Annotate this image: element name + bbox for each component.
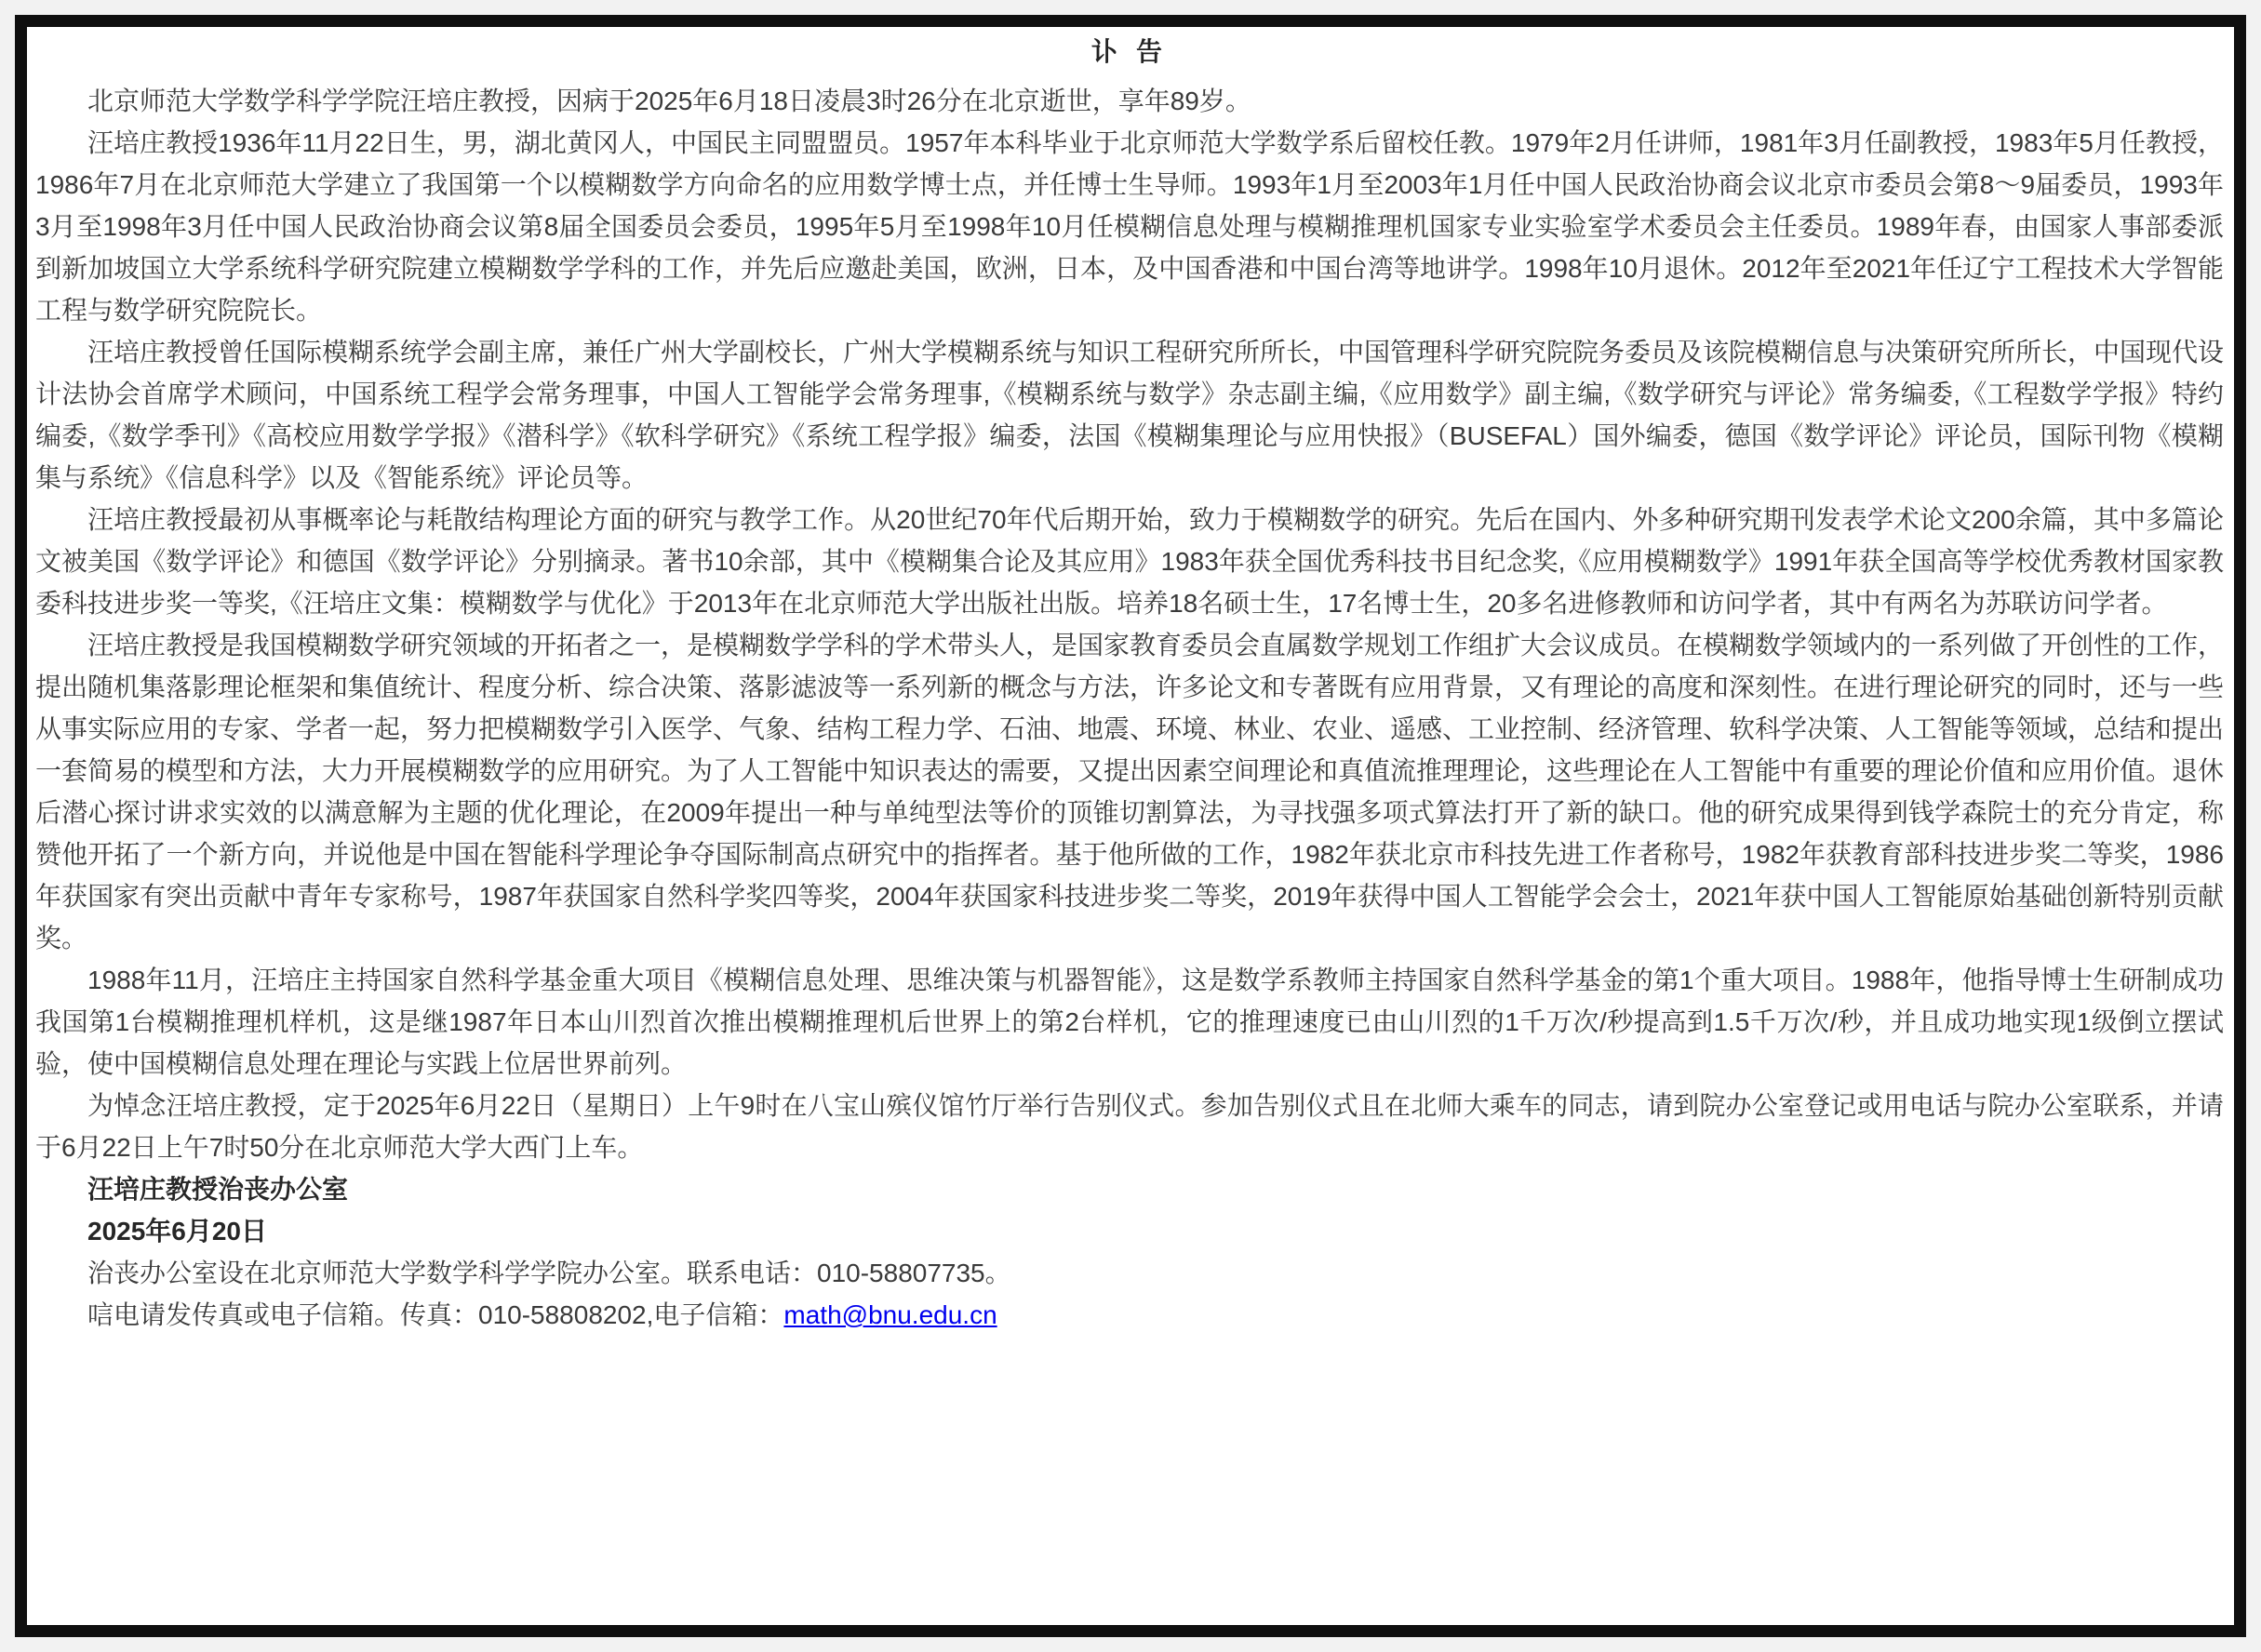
obituary-paragraph-projects: 1988年11月，汪培庄主持国家自然科学基金重大项目《模糊信息处理、思维决策与机器智能》，这是数学系教师主持国家自然科学基金的第1个重大项目。1988年，他指导博士生研制成功我国第1台模糊推理机样机，这是继1987年日本山川烈首次推出模糊推理机后世界上的第2台样机，它的推理速度已由山川烈的1千万次/秒提高到1.5千万次/秒，并且成功地实现1级倒立摆试验，使中国模糊信息处理在理论与实践上位居世界前列。 (35, 966, 2224, 1078)
obituary-paragraph-research: 汪培庄教授最初从事概率论与耗散结构理论方面的研究与教学工作。从20世纪70年代后期开始，致力于模糊数学的研究。先后在国内、外多种研究期刊发表学术论文200余篇，其中多篇论文被美国《数学评论》和德国《数学评论》分别摘录。著书10余部，其中《模糊集合论及其应用》1983年获全国优秀科技书目纪念奖,《应用模糊数学》1991年获全国高等学校优秀教材国家教委科技进步奖一等奖,《汪培庄文集：模糊数学与优化》于2013年在北京师范大学出版社出版。培养18名硕士生，17名博士生，20多名进修教师和访问学者，其中有两名为苏联访问学者。 (35, 505, 2224, 618)
contact-line-fax-email (35, 1294, 2224, 1336)
obituary-sheet-border (15, 15, 2246, 1637)
obituary-paragraph-positions: 汪培庄教授曾任国际模糊系统学会副主席，兼任广州大学副校长，广州大学模糊系统与知识工程研究所所长，中国管理科学研究院院务委员及该院模糊信息与决策研究所所长，中国现代设计法协会首席学术顾问，中国系统工程学会常务理事，中国人工智能学会常务理事,《模糊系统与数学》杂志副主编,《应用数学》副主编,《数学研究与评论》常务编委,《工程数学学报》特约编委,《数学季刊》《高校应用数学学报》《潜科学》《软科学研究》《系统工程学报》编委，法国《模糊集理论与应用快报》（BUSEFAL）国外编委，德国《数学评论》评论员，国际刊物《模糊集与系统》《信息科学》以及《智能系统》评论员等。 (35, 338, 2225, 492)
obituary-content (27, 27, 2234, 1336)
email-link[interactable]: math@bnu.edu.cn (783, 1300, 997, 1329)
obituary-paragraph-memorial-arrangements: 为悼念汪培庄教授，定于2025年6月22日（星期日）上午9时在八宝山殡仪馆竹厅举行告别仪式。参加告别仪式且在北师大乘车的同志，请到院办公室登记或用电话与院办公室联系，并请于6月22日上午7时50分在北京师范大学大西门上车。 (35, 1091, 2224, 1162)
obituary-paragraph-achievements: 汪培庄教授是我国模糊数学研究领域的开拓者之一，是模糊数学学科的学术带头人，是国家教育委员会直属数学规划工作组扩大会议成员。在模糊数学领域内的一系列做了开创性的工作，提出随机集落影理论框架和集值统计、程度分析、综合决策、落影滤波等一系列新的概念与方法，许多论文和专著既有应用背景，又有理论的高度和深刻性。在进行理论研究的同时，还与一些从事实际应用的专家、学者一起，努力把模糊数学引入医学、气象、结构工程力学、石油、地震、环境、林业、农业、遥感、工业控制、经济管理、软科学决策、人工智能等领域，总结和提出一套简易的模型和方法，大力开展模糊数学的应用研究。为了人工智能中知识表达的需要，又提出因素空间理论和真值流推理理论，这些理论在人工智能中有重要的理论价值和应用价值。退休后潜心探讨讲求实效的以满意解为主题的优化理论，在2009年提出一种与单纯型法等价的顶锥切割算法，为寻找强多项式算法打开了新的缺口。他的研究成果得到钱学森院士的充分肯定，称赞他开拓了一个新方向，并说他是中国在智能科学理论争夺国际制高点研究中的指挥者。基于他所做的工作，1982年获北京市科技先进工作者称号，1982年获教育部科技进步奖二等奖，1986年获国家有突出贡献中青年专家称号，1987年获国家自然科学奖四等奖，2004年获国家科技进步奖二等奖，2019年获得中国人工智能学会会士，2021年获中国人工智能原始基础创新特别贡献奖。 (35, 631, 2225, 953)
contact-line-phone: 治丧办公室设在北京师范大学数学科学学院办公室。联系电话：010-58807735。 (87, 1259, 1011, 1287)
obituary-paragraph-death-notice: 北京师范大学数学科学学院汪培庄教授，因病于2025年6月18日凌晨3时26分在北京逝世，享年89岁。 (87, 87, 1251, 115)
page-title: 讣 告 (1090, 37, 1169, 66)
obituary-paragraph-biography: 汪培庄教授1936年11月22日生，男，湖北黄冈人，中国民主同盟盟员。1957年本科毕业于北京师范大学数学系后留校任教。1979年2月任讲师，1981年3月任副教授，1983年5月任教授，1986年7月在北京师范大学建立了我国第一个以模糊数学方向命名的应用数学博士点，并任博士生导师。1993年1月至2003年1月任中国人民政治协商会议北京市委员会第8～9届委员，1993年3月至1998年3月任中国人民政治协商会议第8届全国委员会委员，1995年5月至1998年10月任模糊信息处理与模糊推理机国家专业实验室学术委员会主任委员。1989年春，由国家人事部委派到新加坡国立大学系统科学研究院建立模糊数学学科的工作，并先后应邀赴美国，欧洲，日本，及中国香港和中国台湾等地讲学。1998年10月退休。2012年至2021年任辽宁工程技术大学智能工程与数学研究院院长。 (35, 128, 2224, 325)
signature-funeral-office: 汪培庄教授治丧办公室 (87, 1175, 349, 1204)
contact-fax-text: 唁电请发传真或电子信箱。传真：010-58808202,电子信箱： (87, 1300, 784, 1329)
signature-date: 2025年6月20日 (87, 1217, 268, 1246)
